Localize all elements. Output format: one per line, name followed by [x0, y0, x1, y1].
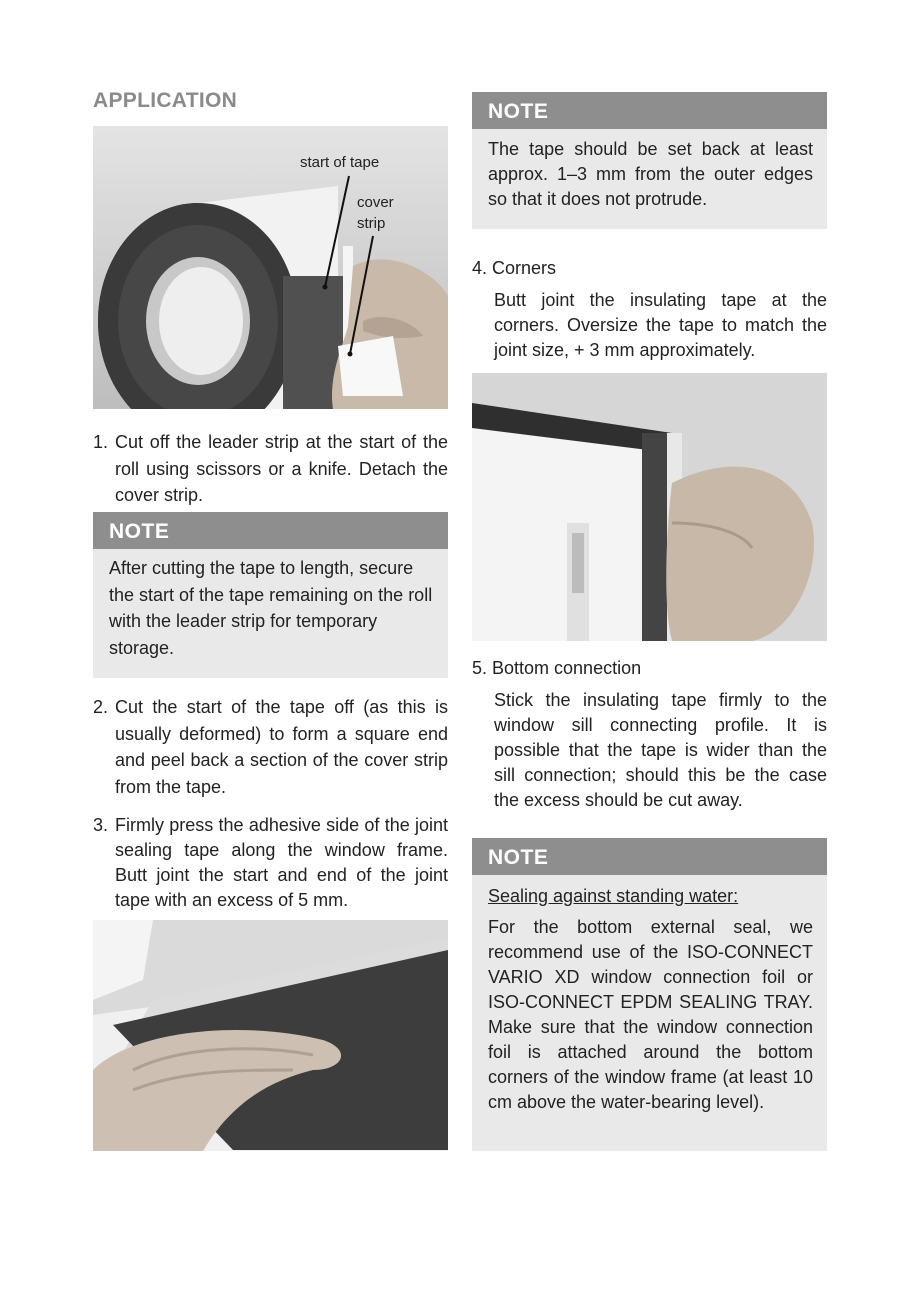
note-text-top-right: The tape should be set back at least approx. 1–3 mm from the outer edges so that it does not protrude.: [488, 139, 813, 209]
step-1: [93, 429, 448, 509]
step-2: [93, 694, 448, 800]
step-3: [93, 813, 448, 913]
corner-photo: [472, 373, 827, 641]
label-start-of-tape: start of tape: [300, 154, 380, 171]
note-box-bottom-right: [472, 838, 827, 1151]
note-text-bottom-right: For the bottom external seal, we recommend use of the ISO-CONNECT VARIO XD window connection foil or ISO-CONNECT EPDM SEALING TRAY. Make sure that the window connection foil is attached around the bottom corners of the window frame (at least 10 cm above the water-bearing level).: [488, 917, 813, 1112]
step-1-text: Cut off the leader strip at the start of the roll using scissors or a knife. Detach the cover strip.: [115, 432, 448, 505]
label-cover-1: cover: [357, 194, 394, 211]
step-4-text: Butt joint the insulating tape at the corners. Oversize the tape to match the joint size, + 3 mm approximately.: [494, 290, 827, 360]
page-heading: APPLICATION: [93, 89, 238, 112]
note-subtitle-bottom-right: Sealing against standing water:: [488, 886, 739, 906]
step-5-title: 5. Bottom connection: [472, 658, 642, 678]
note-title-left: NOTE: [93, 512, 448, 549]
note-box-left: [93, 512, 448, 678]
step-1-number: 1.: [93, 432, 109, 452]
note-title-bottom-right: NOTE: [472, 838, 827, 875]
step-2-text: Cut the start of the tape off (as this is usually deformed) to form a square end and peel back a section of the cover strip from the tape.: [115, 697, 448, 797]
pressing-tape-photo: [93, 920, 448, 1151]
step-3-number: 3.: [93, 815, 109, 835]
step-4-title: 4. Corners: [472, 258, 557, 278]
note-box-top-right: [472, 92, 827, 229]
note-text-left: After cutting the tape to length, secure the start of the tape remaining on the roll with the leader strip for temporary storage.: [109, 558, 433, 658]
step-5-text: Stick the insulating tape firmly to the window sill connecting profile. It is possible that the tape is wider than the sill connection; should this be the case the excess should be cut away.: [494, 690, 827, 810]
step-2-number: 2.: [93, 697, 109, 717]
step-3-text: Firmly press the adhesive side of the joint sealing tape along the window frame. Butt joint the start and end of the joint tape with an excess of 5 mm.: [115, 815, 448, 910]
note-title-top-right: NOTE: [472, 92, 827, 129]
label-cover-2: strip: [357, 215, 386, 232]
tape-roll-photo: [93, 126, 448, 409]
